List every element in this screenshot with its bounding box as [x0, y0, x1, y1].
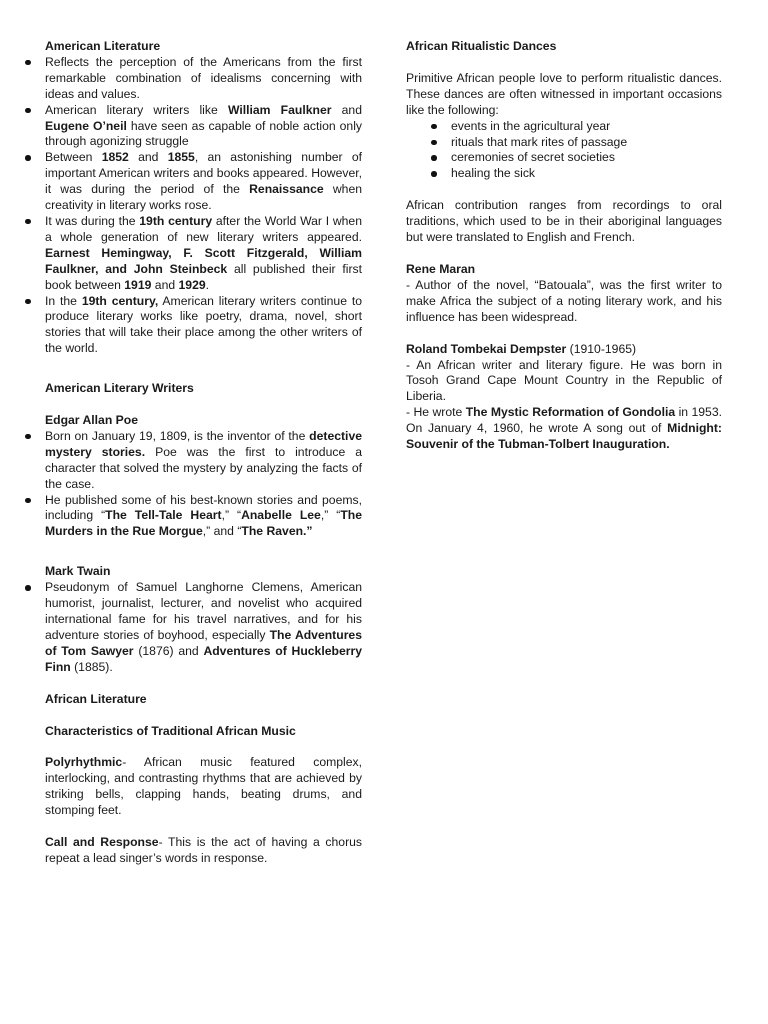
list-item: [45, 103, 362, 151]
text: have seen as capable of noble action only through agonizing struggle: [45, 118, 362, 149]
text: ,” and “: [202, 524, 242, 539]
text: Born on January 19, 1809, is the inventor of the: [45, 428, 310, 443]
text: - African music featured complex, interlocking, and contrasting rhythms that are achieved by striking bells, clapping hands, beating drums, and stomping feet.: [45, 755, 362, 818]
twain-list: [0, 580, 362, 675]
bold-text: Anabelle Lee: [241, 508, 321, 523]
heading-mark-twain: Mark Twain: [45, 564, 111, 579]
text: - He wrote: [406, 405, 466, 420]
heading-african-literature: African Literature: [45, 691, 147, 706]
text: He published some of his best-known stories and poems, including “: [45, 492, 362, 523]
heading-rene-maran: Rene Maran: [406, 261, 476, 276]
paragraph-dempster-2: [406, 405, 722, 453]
bold-text: Midnight: Souvenir of the Tubman-Tolbert Inauguration.: [406, 421, 722, 452]
bold-text: 1929: [178, 277, 206, 292]
paragraph-rene-maran: - Author of the novel, “Batouala”, was the first writer to make Africa the subject of a noting literary work, and his influence has been widespread.: [406, 277, 722, 324]
text: when creativity in literary works rose.: [45, 182, 362, 213]
list-item: [45, 214, 362, 294]
list-item: healing the sick: [451, 166, 722, 182]
bold-text: detective mystery stories.: [45, 428, 362, 459]
heading-american-literary-writers: American Literary Writers: [45, 381, 194, 396]
bold-text: The Raven.”: [241, 524, 313, 539]
text: Pseudonym of Samuel Langhorne Clemens, American humorist, journalist, lecturer, and novelist who acquired international fame for his travel narratives, and for his adventure stories of boyhood, especially: [45, 580, 362, 642]
list-item: ceremonies of secret societies: [451, 150, 722, 166]
bold-text: Call and Response: [45, 835, 159, 850]
bold-text: The Tell-Tale Heart: [105, 508, 222, 523]
text: American literary writers like: [45, 102, 228, 117]
list-item: [45, 150, 362, 214]
bold-text: Renaissance: [249, 182, 324, 197]
text: Between: [45, 150, 102, 165]
text: and: [331, 102, 362, 117]
bold-text: Eugene O’neil: [45, 118, 127, 133]
bold-text: 1855: [167, 150, 195, 165]
american-literature-list: [0, 55, 362, 357]
text: after the World War I when a whole generation of new literary writers appeared.: [45, 213, 362, 244]
list-item: [45, 294, 362, 358]
text: and: [128, 150, 168, 165]
text: .: [205, 277, 210, 292]
bold-text: The Adventures of Tom Sawyer: [45, 627, 362, 658]
text: - This is the act of having a chorus repeat a lead singer’s words in response.: [45, 835, 363, 865]
left-column: [45, 39, 362, 867]
heading-african-ritualistic-dances: African Ritualistic Dances: [406, 39, 557, 53]
bold-text: 19th century,: [81, 293, 159, 308]
bold-text: The Murders in the Rue Morgue: [45, 508, 362, 539]
text: and: [151, 277, 179, 292]
text: in 1953. On January 4, 1960, he wrote A song out of: [406, 405, 722, 436]
text: In the: [45, 293, 82, 308]
text: (1885).: [70, 659, 113, 674]
bold-text: 1852: [101, 150, 129, 165]
paragraph-dances: Primitive African people love to perform ritualistic dances. These dances are often witnessed in important occasions like the following:: [406, 70, 722, 117]
poe-list: [0, 429, 362, 540]
bold-text: The Mystic Reformation of Gondolia: [465, 405, 676, 420]
text: ,” “: [320, 508, 341, 523]
occasions-list: [406, 119, 722, 183]
right-column: [406, 39, 722, 453]
paragraph-dempster-1: - An African writer and literary figure. He was born in Tosoh Grand Cape Mount Country in the Republic of Liberia.: [406, 357, 722, 404]
list-item: events in the agricultural year: [451, 119, 722, 135]
paragraph-contribution: African contribution ranges from recordings to oral traditions, which used to be in their aboriginal languages but were translated to English and French.: [406, 198, 722, 245]
list-item: [45, 580, 362, 675]
text: Reflects the perception of the Americans from the first remarkable combination of idealisms concerning with ideas and values.: [45, 54, 362, 101]
text: all published their first book between: [45, 261, 362, 292]
list-item: rituals that mark rites of passage: [451, 135, 722, 151]
bold-text: 19th century: [139, 213, 213, 228]
text: (1876) and: [133, 643, 204, 658]
text: It was during the: [45, 213, 140, 228]
bold-text: 1919: [124, 277, 152, 292]
text: (1910-1965): [566, 341, 637, 356]
paragraph-call-and-response: [45, 835, 362, 867]
heading-american-literature: American Literature: [45, 39, 161, 53]
paragraph-polyrhythmic: [45, 755, 362, 819]
text: , an astonishing number of important American writers and books appeared. However, it was during the period of the: [45, 150, 362, 197]
list-item: [45, 55, 362, 103]
bold-text: Polyrhythmic: [45, 755, 123, 770]
list-item: [45, 429, 362, 493]
heading-edgar-allan-poe: Edgar Allan Poe: [45, 413, 139, 428]
bold-text: Adventures of Huckleberry Finn: [45, 643, 362, 674]
bold-text: William Faulkner: [227, 102, 332, 117]
heading-characteristics: Characteristics of Traditional African Music: [45, 723, 296, 738]
text: Poe was the first to introduce a character that solved the mystery by analyzing the facts of the case.: [45, 444, 362, 491]
text: ,” “: [221, 508, 242, 523]
heading-roland-dempster: [406, 342, 722, 358]
text: American literary writers continue to produce literary works like poetry, drama, novel, short stories that will take their place among the other writers of the world.: [45, 293, 362, 356]
bold-text: Earnest Hemingway, F. Scott Fitzgerald, William Faulkner, and John Steinbeck: [45, 245, 362, 276]
list-item: [45, 493, 362, 541]
bold-text: Roland Tombekai Dempster: [406, 341, 567, 356]
